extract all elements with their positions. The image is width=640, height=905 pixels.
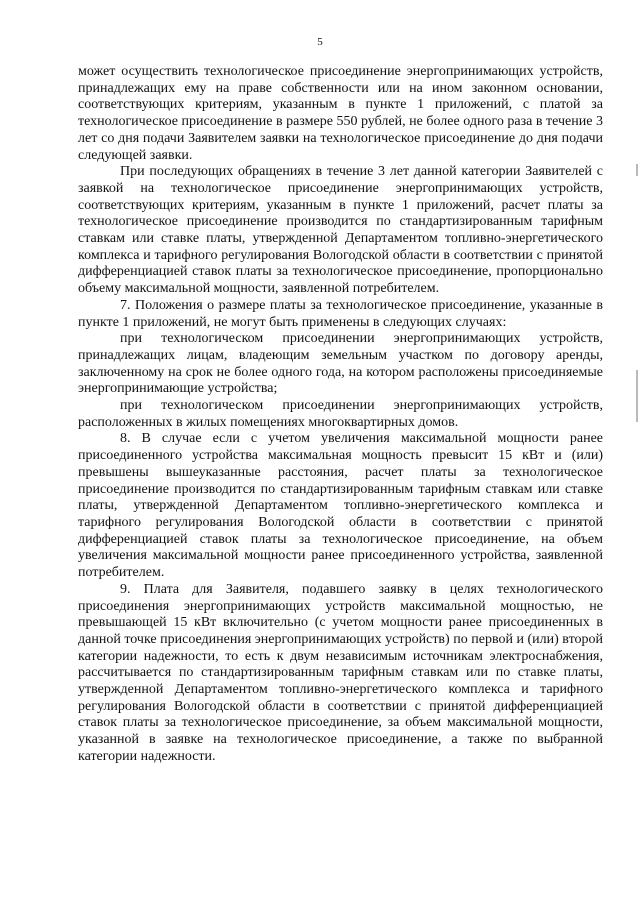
scan-edge-mark: [636, 164, 638, 176]
page-number: 5: [317, 36, 323, 48]
paragraph-item-7-case-lease: при технологическом присоединении энергопринимающих устройств, принадлежащих лицам, владеющим земельным участком по договору аренды, заключенному на срок не более одного года, на котором расположены присоединяемые энергопринимающие устройства;: [78, 331, 603, 397]
document-body: [78, 64, 603, 766]
paragraph-item-7: 7. Положения о размере платы за технологическое присоединение, указанные в пункте 1 приложений, не могут быть применены в следующих случаях:: [78, 297, 603, 330]
paragraph-continuation: может осуществить технологическое присоединение энергопринимающих устройств, принадлежащих ему на праве собственности или на ином законном основании, соответствующих критериям, указанным в пункте 1 приложений, с платой за технологическое присоединение в размере 550 рублей, не более одного раза в течение 3 лет со дня подачи Заявителем заявки на технологическое присоединение до дня подачи следующей заявки.: [78, 64, 603, 163]
scan-edge-mark: [636, 370, 638, 422]
paragraph-item-7-case-apartments: при технологическом присоединении энергопринимающих устройств, расположенных в жилых помещениях многоквартирных домов.: [78, 398, 603, 430]
paragraph-item-8: 8. В случае если с учетом увеличения максимальной мощности ранее присоединенного устройства максимальная мощность превысит 15 кВт и (или) превышены вышеуказанные расстояния, расчет платы за технологическое присоединение производится по стандартизированным тарифным ставкам или ставке платы, утвержденной Департаментом топливно-энергетического комплекса и тарифного регулирования Вологодской области в соответствии с принятой дифференциацией ставок платы за технологическое присоединение, на объем увеличения максимальной мощности ранее присоединенного устройства, заявленной потребителем.: [78, 431, 603, 581]
paragraph-subsequent-requests: При последующих обращениях в течение 3 лет данной категории Заявителей с заявкой на технологическое присоединение энергопринимающих устройств, соответствующих критериям, указанным в пункте 1 приложений, расчет платы за технологическое присоединение производится по стандартизированным тарифным ставкам или ставке платы, утвержденной Департаментом топливно-энергетического комплекса и тарифного регулирования Вологодской области в соответствии с принятой дифференциацией ставок платы за технологическое присоединение, пропорционально объему максимальной мощности, заявленной потребителем.: [78, 164, 603, 297]
paragraph-item-9: 9. Плата для Заявителя, подавшего заявку в целях технологического присоединения энергопринимающих устройств максимальной мощностью, не превышающей 15 кВт включительно (с учетом мощности ранее присоединенных в данной точке присоединения энергопринимающих устройств) по первой и (или) второй категории надежности, то есть к двум независимым источникам электроснабжения, рассчитывается по стандартизированным тарифным ставкам или по ставке платы, утвержденной Департаментом топливно-энергетического комплекса и тарифного регулирования Вологодской области в соответствии с принятой дифференциацией ставок платы за технологическое присоединение, за объем максимальной мощности, указанной в заявке на технологическое присоединение, а также по выбранной категории надежности.: [78, 581, 603, 764]
